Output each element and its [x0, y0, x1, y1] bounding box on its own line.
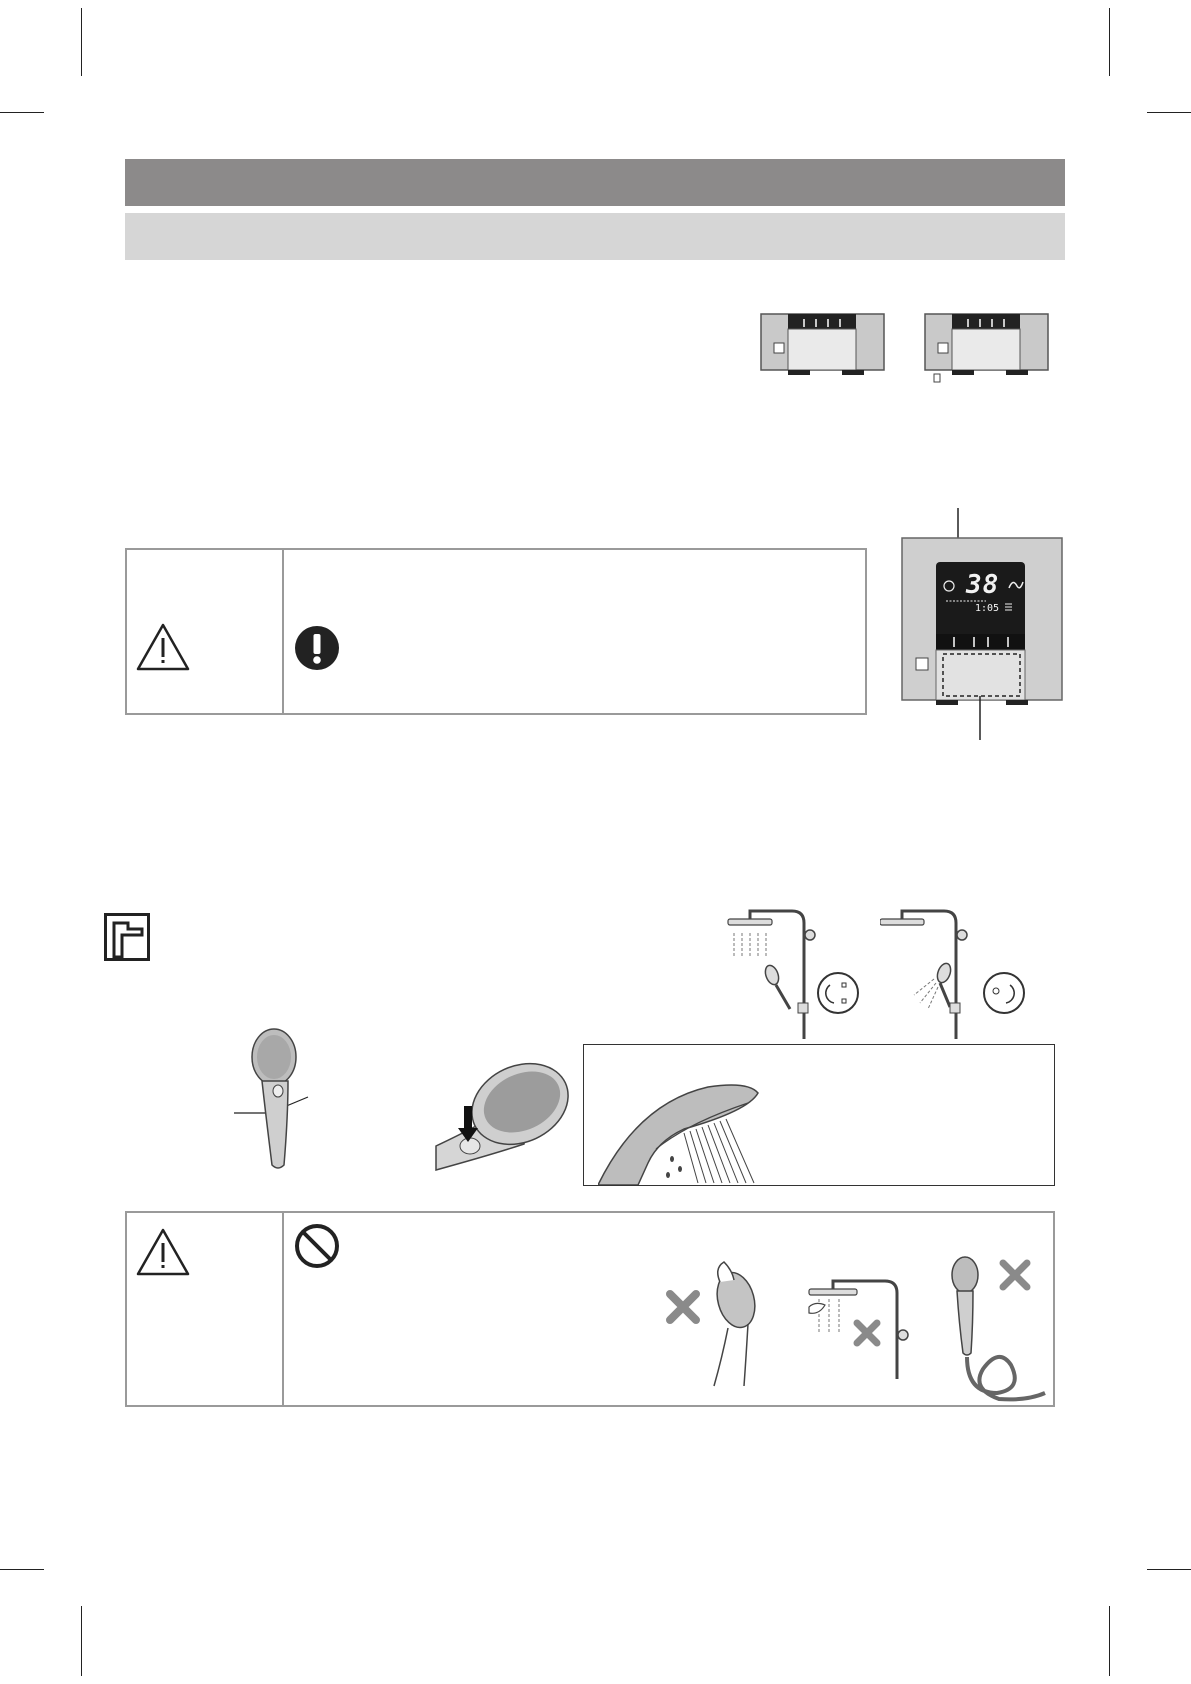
- exclamation-circle-icon: [294, 625, 340, 671]
- control-panel-display-illustration: [896, 508, 1066, 740]
- crop-mark: [1147, 112, 1191, 113]
- hand-shower-mode-illustration: [880, 903, 1032, 1043]
- crop-mark: [1109, 8, 1110, 76]
- overhead-shower-mode-illustration: [718, 903, 870, 1043]
- crop-mark: [81, 8, 82, 76]
- crop-mark: [0, 1569, 44, 1570]
- warning-triangle-icon: [135, 1227, 191, 1277]
- spray-pattern-box: [583, 1044, 1055, 1186]
- crop-mark: [0, 112, 44, 113]
- subsection-header-bar: [125, 213, 1065, 260]
- crop-mark: [1147, 1569, 1191, 1570]
- warning-box: [125, 548, 867, 715]
- crop-mark: [1109, 1606, 1110, 1676]
- tap-outlet-icon: [104, 913, 150, 961]
- spray-pattern-illustration: [598, 1063, 798, 1185]
- hand-shower-front-illustration: [230, 1025, 330, 1173]
- warning-triangle-icon: [135, 622, 191, 672]
- prohibition-circle-icon: [294, 1223, 340, 1269]
- section-header-bar: [125, 159, 1065, 206]
- time-readout: 1:05: [975, 603, 1000, 614]
- box-divider: [282, 550, 284, 713]
- overhead-shower-prohibited-illustration: [779, 1273, 919, 1383]
- control-panel-illustration: [760, 313, 890, 377]
- warning-box: [125, 1211, 1055, 1407]
- temperature-readout: 38: [966, 570, 1000, 600]
- hand-holding-shower-prohibited-illustration: [662, 1258, 772, 1388]
- box-divider: [282, 1213, 284, 1405]
- hand-shower-button-press-illustration: [434, 1058, 572, 1176]
- crop-mark: [81, 1606, 82, 1676]
- control-panel-illustration: [924, 313, 1054, 385]
- hose-tangled-prohibited-illustration: [927, 1253, 1047, 1403]
